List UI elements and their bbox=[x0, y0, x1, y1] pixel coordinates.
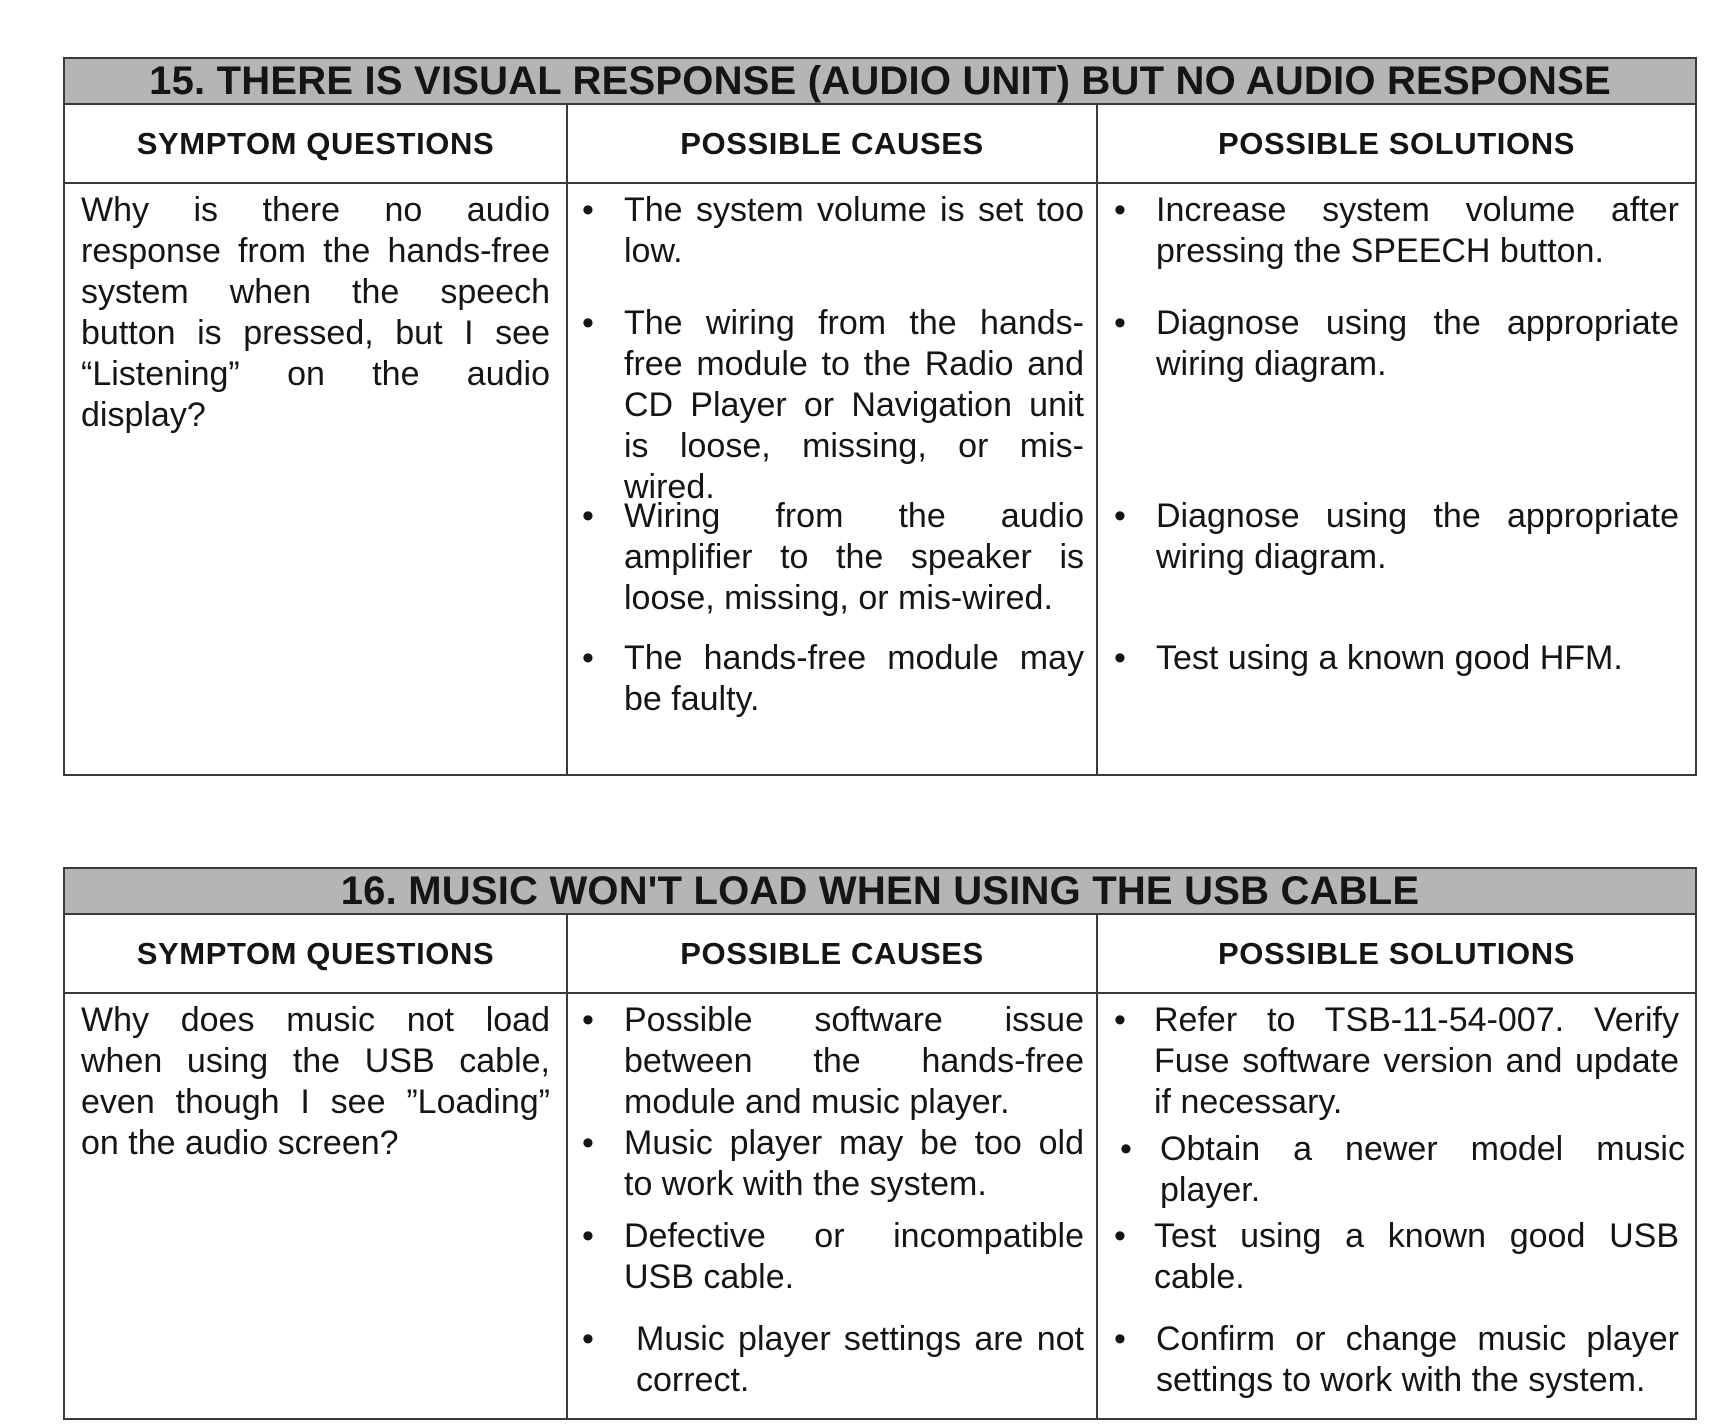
table-header-row bbox=[65, 105, 1695, 184]
table-title: 16. MUSIC WON'T LOAD WHEN USING THE USB CABLE bbox=[65, 869, 1695, 915]
bullet-icon: • bbox=[1114, 497, 1126, 535]
bullet-icon: • bbox=[1114, 639, 1126, 677]
solution-item bbox=[1114, 1319, 1679, 1401]
bullet-icon: • bbox=[1114, 304, 1126, 342]
solutions-cell bbox=[1098, 994, 1695, 1418]
table-title: 15. THERE IS VISUAL RESPONSE (AUDIO UNIT) BUT NO AUDIO RESPONSE bbox=[65, 59, 1695, 105]
cause-text: The hands-free module may be faulty. bbox=[624, 639, 1084, 718]
header-symptom-questions: SYMPTOM QUESTIONS bbox=[65, 105, 568, 182]
solutions-cell bbox=[1098, 184, 1695, 774]
bullet-icon: • bbox=[582, 639, 594, 677]
bullet-icon: • bbox=[582, 1124, 594, 1162]
header-possible-causes: POSSIBLE CAUSES bbox=[568, 105, 1098, 182]
header-possible-solutions: POSSIBLE SOLUTIONS bbox=[1217, 125, 1575, 161]
cause-item bbox=[582, 190, 1084, 272]
solution-text: Refer to TSB-11-54-007. Verify Fuse software version and update if necessary. bbox=[1154, 1001, 1679, 1121]
cause-item bbox=[582, 1000, 1084, 1123]
solution-item bbox=[1120, 1129, 1685, 1211]
table-body-row bbox=[65, 184, 1695, 774]
cause-text: Defective or incompatible USB cable. bbox=[624, 1217, 1084, 1296]
symptom-cell bbox=[65, 994, 568, 1418]
cause-item bbox=[582, 638, 1084, 720]
solution-item bbox=[1114, 190, 1679, 272]
bullet-icon: • bbox=[582, 1001, 594, 1039]
bullet-icon: • bbox=[582, 1217, 594, 1255]
cause-item bbox=[582, 1216, 1084, 1298]
causes-cell bbox=[568, 184, 1098, 774]
troubleshooting-table-16 bbox=[63, 867, 1697, 1420]
solution-item bbox=[1114, 303, 1679, 385]
cause-text: Music player may be too old to work with the system. bbox=[624, 1124, 1084, 1203]
solution-text: Test using a known good USB cable. bbox=[1154, 1217, 1679, 1296]
troubleshooting-table-15 bbox=[63, 57, 1697, 776]
bullet-icon: • bbox=[582, 191, 594, 229]
cause-text: The wiring from the hands-free module to the Radio and CD Player or Navigation unit is loose, missing, or mis-wired. bbox=[624, 304, 1084, 506]
bullet-icon: • bbox=[582, 497, 594, 535]
solution-text: Obtain a newer model music player. bbox=[1160, 1130, 1685, 1209]
solution-item bbox=[1114, 496, 1679, 578]
symptom-question: Why does music not load when using the USB cable, even though I see ”Loading” on the audio screen? bbox=[81, 1001, 550, 1162]
table-header-row bbox=[65, 915, 1695, 994]
solution-text: Diagnose using the appropriate wiring diagram. bbox=[1156, 304, 1679, 383]
solution-text: Test using a known good HFM. bbox=[1156, 639, 1623, 677]
table-body-row bbox=[65, 994, 1695, 1418]
bullet-icon: • bbox=[582, 1320, 594, 1358]
cause-item bbox=[582, 303, 1084, 508]
cause-item bbox=[582, 1123, 1084, 1205]
causes-cell bbox=[568, 994, 1098, 1418]
solution-text: Increase system volume after pressing the SPEECH button. bbox=[1156, 191, 1679, 270]
cause-text: Wiring from the audio amplifier to the speaker is loose, missing, or mis-wired. bbox=[624, 497, 1084, 617]
bullet-icon: • bbox=[1114, 1001, 1126, 1039]
solution-item bbox=[1114, 1216, 1679, 1298]
header-possible-solutions: POSSIBLE SOLUTIONS bbox=[1217, 935, 1575, 971]
solution-text: Confirm or change music player settings to work with the system. bbox=[1156, 1320, 1679, 1399]
symptom-cell bbox=[65, 184, 568, 774]
cause-item bbox=[582, 496, 1084, 619]
bullet-icon: • bbox=[1114, 191, 1126, 229]
bullet-icon: • bbox=[582, 304, 594, 342]
solution-item bbox=[1114, 1000, 1679, 1123]
solution-item bbox=[1114, 638, 1679, 679]
header-symptom-questions: SYMPTOM QUESTIONS bbox=[65, 915, 568, 992]
bullet-icon: • bbox=[1120, 1130, 1132, 1168]
header-possible-causes: POSSIBLE CAUSES bbox=[568, 915, 1098, 992]
symptom-question: Why is there no audio response from the hands-free system when the speech button is pressed, but I see “Listening” on the audio display? bbox=[81, 191, 550, 434]
cause-text: Possible software issue between the hands-free module and music player. bbox=[624, 1001, 1084, 1121]
cause-item bbox=[582, 1319, 1084, 1401]
bullet-icon: • bbox=[1114, 1320, 1126, 1358]
solution-text: Diagnose using the appropriate wiring diagram. bbox=[1156, 497, 1679, 576]
cause-text: The system volume is set too low. bbox=[624, 191, 1084, 270]
cause-text: Music player settings are not correct. bbox=[636, 1320, 1084, 1399]
bullet-icon: • bbox=[1114, 1217, 1126, 1255]
